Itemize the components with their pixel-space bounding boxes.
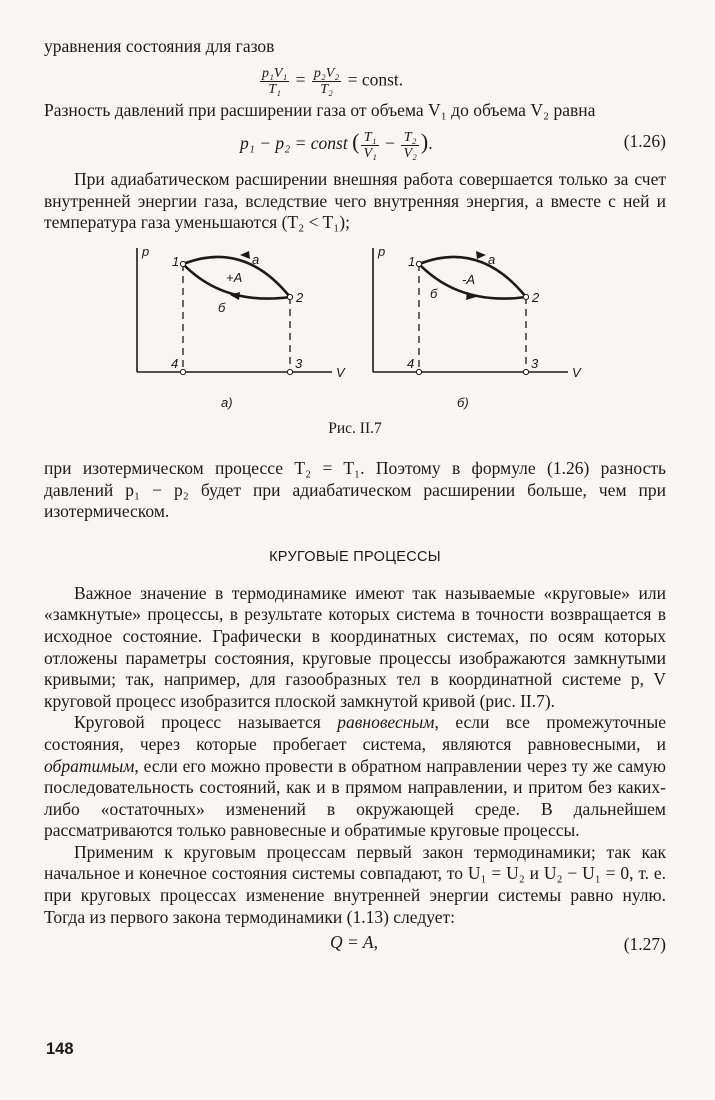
equation-number-1-27: (1.27) <box>623 934 666 955</box>
label-4: 4 <box>407 355 415 371</box>
term-reversible: обратимым <box>44 755 135 776</box>
sublabel-a: a) <box>221 394 233 410</box>
equation-state: $\frac{\text{p₁V₁}}{\text{T₁}}$ = $\frac{\text{p₂V₂}}{\text{T₂}}$ = const. <box>262 65 404 97</box>
diagram-b <box>373 244 582 410</box>
label-3: 3 <box>531 355 539 371</box>
figure-caption: Рис. II.7 <box>328 419 382 437</box>
point-1 <box>416 261 421 266</box>
equation-lhs: p₁ − p₂ = const <box>240 133 348 154</box>
point-4 <box>180 369 185 374</box>
section-heading: КРУГОВЫЕ ПРОЦЕССЫ <box>269 548 441 565</box>
paragraph-circular-2: Круговой процесс называется равновесным, если все промежуточные состояния, через которые пробегает система, являются равновесными, и обратимым, если его можно провести в обратном направлении через ту же самую последовательность состояний, как и в прямом направлении, и притом без каких-либо «остаточных» изменений в окружающей среде. В дальнейшем рассматриваются только равновесные и обратимые круговые процессы. <box>44 712 666 841</box>
label-work: -A <box>462 271 475 287</box>
point-3 <box>287 369 292 374</box>
text-line-top: уравнения состояния для газов <box>44 36 275 56</box>
paragraph-first-law: Применим к круговым процессам первый закон термодинамики; так как начальное и конечное состояния системы совпадают, то U₁ = U₂ и U₂ − U₁ = 0, т. е. при круговых процессах изменение внутренней энергии системы равно нулю. Тогда из первого закона термодинамики (1.13) следует: <box>44 841 666 927</box>
axis-p-label: p <box>142 243 150 259</box>
sublabel-b: б) <box>457 394 469 410</box>
equation-const: = const. <box>347 69 404 90</box>
label-2: 2 <box>532 289 540 305</box>
arrow-a <box>476 251 486 259</box>
point-3 <box>523 369 528 374</box>
arrow-a <box>240 251 250 259</box>
paragraph-isothermal: при изотермическом процессе T₂ = T₁. Поэтому в формуле (1.26) разность давлений p₁ − p₂ будет при адиабатическом расширении больше, чем при изотермическом. <box>44 457 666 522</box>
point-4 <box>416 369 421 374</box>
equation-1-27 <box>44 928 666 958</box>
fraction-lhs: $\frac{\text{p₁V₁}}{\text{T₁}}$ <box>262 65 288 97</box>
label-work: +A <box>226 269 243 285</box>
label-1: 1 <box>408 253 416 269</box>
fraction-rhs: $\frac{\text{p₂V₂}}{\text{T₂}}$ <box>313 65 340 97</box>
label-curve-b: б <box>430 285 438 301</box>
label-1: 1 <box>172 253 180 269</box>
label-curve-b: б <box>218 299 226 315</box>
paragraph-circular-1: Важное значение в термодинамике имеют так называемые «круговые» или «замкнутые» процессы, в результате которых система в точности возвращается в исходное состояние. Графически в координатных системах, по осям которых отложены параметры состояния, круговые процессы изображаются замкнутыми кривыми; так, например, для газообразных тел в координатной системе p, V круговой процесс изобразится плоской замкнутой кривой (рис. II.7). <box>44 582 666 711</box>
label-curve-a: a <box>488 251 496 267</box>
axis-p-label: p <box>378 243 386 259</box>
label-curve-a: a <box>252 251 260 267</box>
diagram-a <box>137 244 346 410</box>
paragraph-pressure-difference: Разность давлений при расширении газа от объема V₁ до объема V₂ равна <box>44 99 596 120</box>
equation-number: (1.26) <box>623 131 666 152</box>
pv-diagrams-svg <box>44 242 666 422</box>
term-equilibrium: равновесным <box>337 712 435 733</box>
page-number: 148 <box>46 1040 74 1058</box>
equation-1-26: p₁ − p₂ = const ( $\frac{\text{T₁}}{\text{V₁}}$ − $\frac{\text{T₂}}{\text{V₂}}$ ). (1.26) <box>240 129 666 161</box>
point-2 <box>287 294 292 299</box>
paragraph-adiabatic: При адиабатическом расширении внешняя работа совершается только за счет внутренней энергии газа, вследствие чего внутренняя энергия, а вместе с ней и температура газа уменьшаются (T₂ < T₁); <box>44 169 666 233</box>
figure-pv-diagrams <box>44 242 666 458</box>
point-2 <box>523 294 528 299</box>
point-1 <box>180 261 185 266</box>
page-body <box>44 36 666 958</box>
axis-v-label: V <box>572 364 581 380</box>
label-3: 3 <box>295 355 303 371</box>
axis-v-label: V <box>336 364 345 380</box>
label-2: 2 <box>296 289 304 305</box>
equation-q-a: Q = A, <box>330 932 378 953</box>
label-4: 4 <box>171 355 179 371</box>
